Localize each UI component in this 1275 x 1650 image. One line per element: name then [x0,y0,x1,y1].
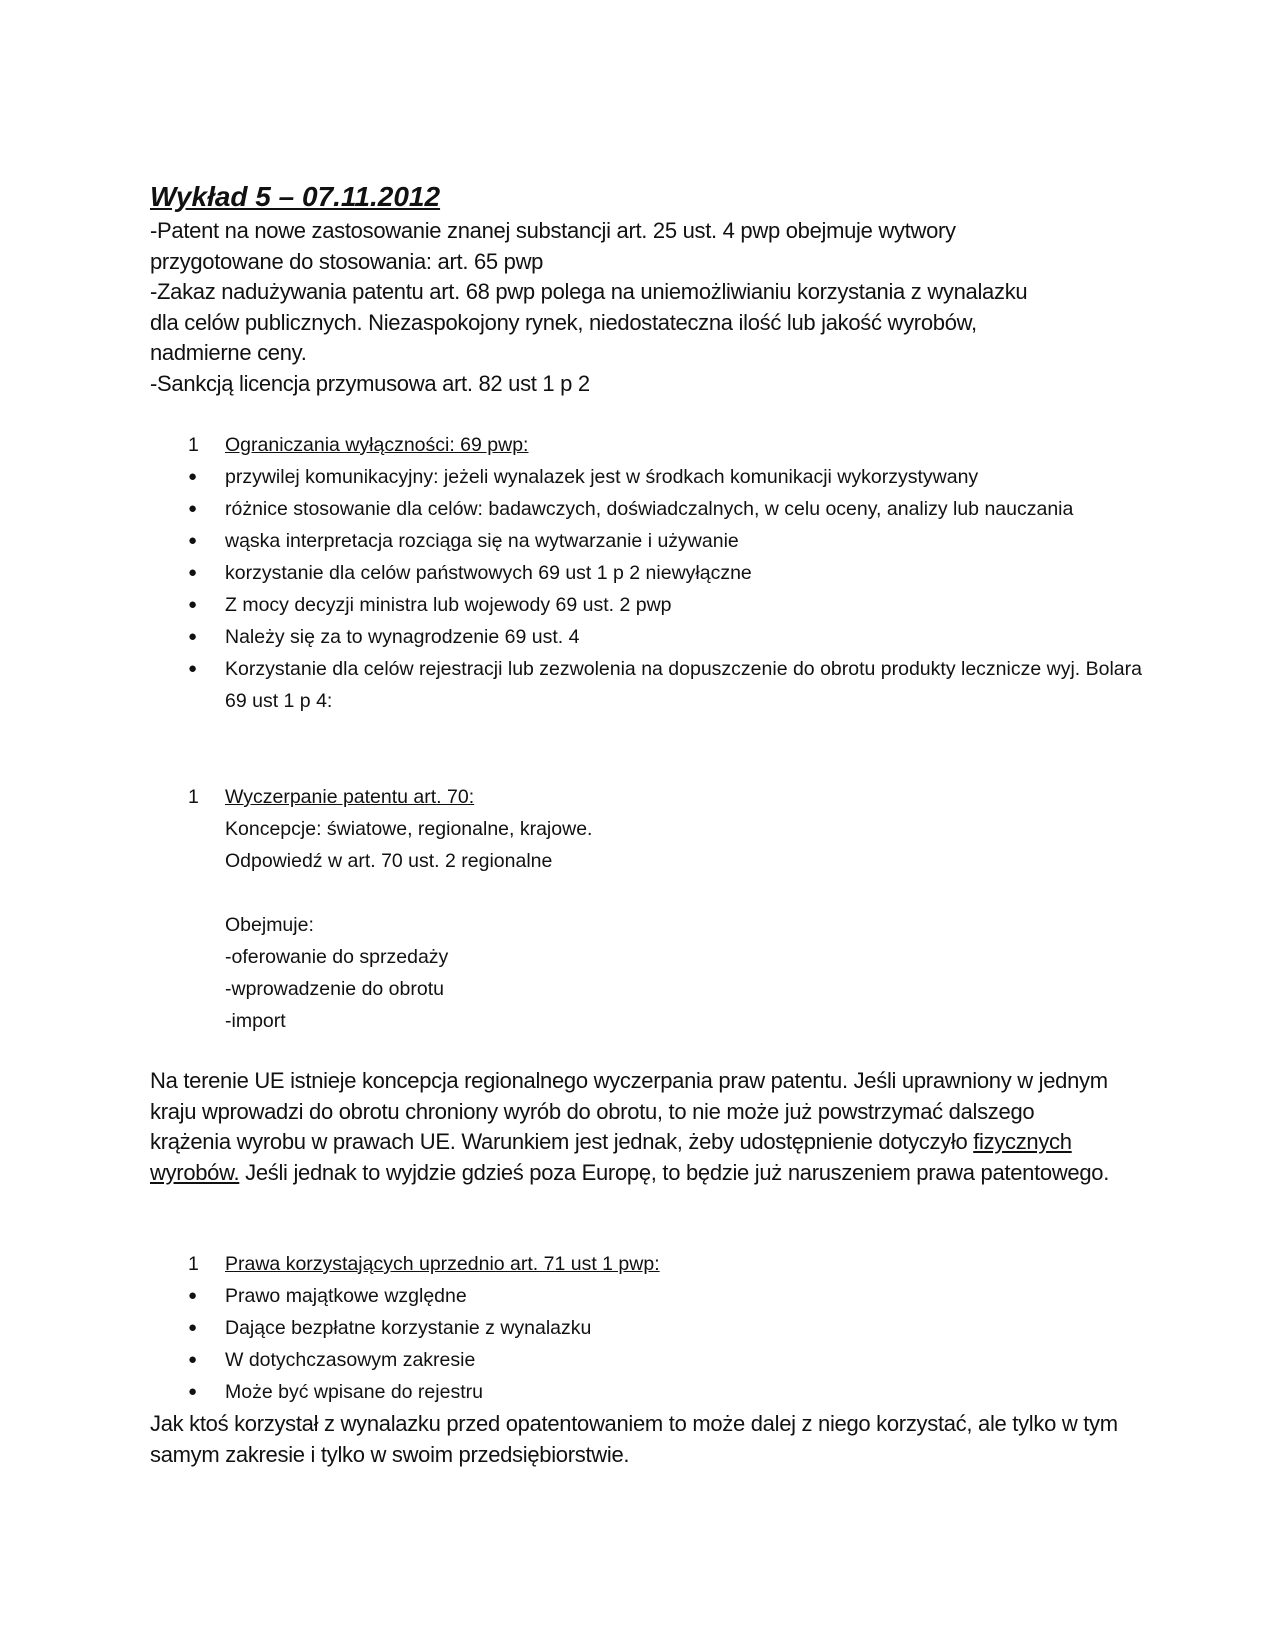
intro-line: -Sankcją licencja przymusowa art. 82 ust 1 p 2 [150,370,590,396]
bullet-icon: ● [188,596,198,613]
bullet-icon: ● [188,660,198,677]
list-item: ● Z mocy decyzji ministra lub wojewody 69 ust. 2 pwp [150,589,1150,621]
intro-line: -Patent na nowe zastosowanie znanej substancji art. 25 ust. 4 pwp obejmuje wytwory [150,218,956,243]
text-line: Koncepcje: światowe, regionalne, krajowe. [225,818,593,840]
section-patent-exhaustion [150,781,1150,1037]
document-title: Wykład 5 – 07.11.2012 [150,181,441,212]
list-item: ● różnice stosowanie dla celów: badawczych, doświadczalnych, w celu oceny, analizy lub nauczania [150,493,1105,525]
physical-products-link: fizycznych wyrobów. [150,1129,1072,1185]
intro-line: przygotowane do stosowania: art. 65 pwp [150,248,544,274]
section-exclusivity-limits [150,429,1150,717]
bullet-icon: ● [188,628,198,645]
bullet-icon: ● [188,1287,198,1304]
list-item: ● wąska interpretacja rozciąga się na wytwarzanie i używanie [150,525,1150,557]
section-prior-users [150,1248,1150,1408]
list-item: ● przywilej komunikacyjny: jeżeli wynalazek jest w środkach komunikacji wykorzystywany [150,461,1150,493]
section-heading: Wyczerpanie patentu art. 70: [225,786,475,808]
closing-paragraph: Jak ktoś korzystał z wynalazku przed opatentowaniem to może dalej z niego korzystać, ale tylko w tym samym zakresie i tylko w swoim przedsiębiorstwie. [150,1411,1118,1467]
bullet-icon: ● [188,564,198,581]
bullet-icon: ● [188,468,198,485]
bullet-icon: ● [188,500,198,517]
list-item: ● Korzystanie dla celów rejestracji lub zezwolenia na dopuszczenie do obrotu produkty lecznicze wyj. Bolara 69 ust 1 p 4: [150,653,1165,717]
list-number: 1 [188,434,199,456]
covers-item: -import [225,1010,286,1032]
list-item: ● Należy się za to wynagrodzenie 69 ust. 4 [150,621,1150,653]
bullet-icon: ● [188,1383,198,1400]
list-number: 1 [188,786,199,808]
list-number: 1 [188,1253,199,1275]
list-item: ● Dające bezpłatne korzystanie z wynalazku [150,1312,1150,1344]
list-item: ● W dotychczasowym zakresie [150,1344,1150,1376]
covers-item: -oferowanie do sprzedaży [225,946,449,968]
list-item: ● korzystanie dla celów państwowych 69 ust 1 p 2 niewyłączne [150,557,1150,589]
document-title-block [150,180,1150,214]
bullet-icon: ● [188,1351,198,1368]
text-line: Odpowiedź w art. 70 ust. 2 regionalne [225,850,553,872]
list-item: ● Może być wpisane do rejestru [150,1376,1150,1408]
section-heading: Prawa korzystających uprzednio art. 71 ust 1 pwp: [225,1253,660,1275]
intro-line: -Zakaz nadużywania patentu art. 68 pwp polega na uniemożliwianiu korzystania z wynalazku [150,279,1028,304]
bullet-icon: ● [188,532,198,549]
eu-exhaustion-paragraph: Na terenie UE istnieje koncepcja regionalnego wyczerpania praw patentu. Jeśli uprawniony w jednym kraju wprowadzi do obrotu chroniony wyrób do obrotu, to nie może już powstrzymać dalszego krążenia wyrobu w prawach UE. Warunkiem jest jednak, żeby udostępnienie dotyczyło fizycznych wyrobów. Jeśli jednak to wyjdzie gdzieś poza Europę, to będzie już naruszeniem prawa patentowego. [150,1068,1110,1185]
intro-line: nadmierne ceny. [150,340,307,365]
intro-line: dla celów publicznych. Niezaspokojony rynek, niedostateczna ilość lub jakość wyrobów, [150,309,977,335]
list-item: ● Prawo majątkowe względne [150,1280,1150,1312]
covers-item: -wprowadzenie do obrotu [225,978,444,1000]
bullet-icon: ● [188,1319,198,1336]
covers-label: Obejmuje: [225,914,314,936]
intro-paragraph [150,216,1150,399]
section-heading: Ograniczania wyłączności: 69 pwp: [225,434,529,456]
